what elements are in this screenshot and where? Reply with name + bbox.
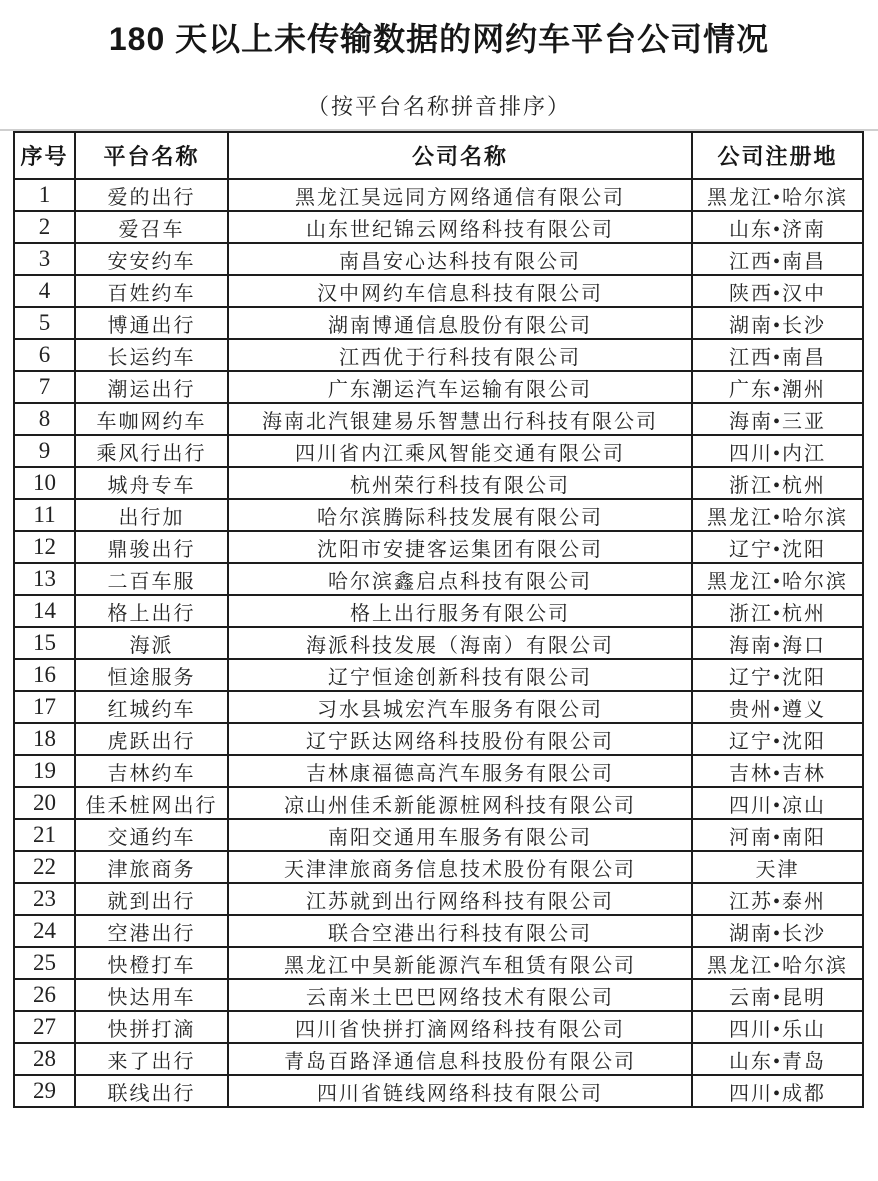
registration-place-cell: 天津 bbox=[692, 851, 863, 883]
table-row bbox=[14, 1043, 863, 1075]
platform-name-cell: 快拼打滴 bbox=[75, 1011, 228, 1043]
company-name-cell: 四川省内江乘风智能交通有限公司 bbox=[228, 435, 692, 467]
company-name-cell: 南昌安心达科技有限公司 bbox=[228, 243, 692, 275]
company-name-cell: 云南米土巴巴网络技术有限公司 bbox=[228, 979, 692, 1011]
platform-name-cell: 城舟专车 bbox=[75, 467, 228, 499]
table-row bbox=[14, 851, 863, 883]
company-name-cell: 黑龙江中昊新能源汽车租赁有限公司 bbox=[228, 947, 692, 979]
platform-name-cell: 爱召车 bbox=[75, 211, 228, 243]
company-name-cell: 海南北汽银建易乐智慧出行科技有限公司 bbox=[228, 403, 692, 435]
serial-number-cell: 3 bbox=[14, 243, 75, 275]
table-body bbox=[14, 179, 863, 1107]
platform-name-cell: 车咖网约车 bbox=[75, 403, 228, 435]
serial-number-cell: 22 bbox=[14, 851, 75, 883]
table-row bbox=[14, 467, 863, 499]
table-row bbox=[14, 1075, 863, 1107]
company-name-cell: 沈阳市安捷客运集团有限公司 bbox=[228, 531, 692, 563]
platform-name-cell: 潮运出行 bbox=[75, 371, 228, 403]
table-row bbox=[14, 755, 863, 787]
table-row bbox=[14, 563, 863, 595]
page-title: 180 天以上未传输数据的网约车平台公司情况 bbox=[108, 21, 770, 57]
company-name-cell: 辽宁恒途创新科技有限公司 bbox=[228, 659, 692, 691]
header-platform-name: 平台名称 bbox=[75, 132, 228, 179]
company-name-cell: 广东潮运汽车运输有限公司 bbox=[228, 371, 692, 403]
header-company-name: 公司名称 bbox=[228, 132, 692, 179]
table-row bbox=[14, 883, 863, 915]
company-name-cell: 南阳交通用车服务有限公司 bbox=[228, 819, 692, 851]
serial-number-cell: 11 bbox=[14, 499, 75, 531]
table-row bbox=[14, 915, 863, 947]
company-name-cell: 辽宁跃达网络科技股份有限公司 bbox=[228, 723, 692, 755]
table-row bbox=[14, 371, 863, 403]
company-name-cell: 江苏就到出行网络科技有限公司 bbox=[228, 883, 692, 915]
table-row bbox=[14, 179, 863, 211]
table-row bbox=[14, 275, 863, 307]
platform-name-cell: 津旅商务 bbox=[75, 851, 228, 883]
table-row bbox=[14, 947, 863, 979]
serial-number-cell: 28 bbox=[14, 1043, 75, 1075]
platform-name-cell: 就到出行 bbox=[75, 883, 228, 915]
table-row bbox=[14, 659, 863, 691]
registration-place-cell: 浙江•杭州 bbox=[692, 467, 863, 499]
platform-name-cell: 出行加 bbox=[75, 499, 228, 531]
company-name-cell: 天津津旅商务信息技术股份有限公司 bbox=[228, 851, 692, 883]
company-name-cell: 格上出行服务有限公司 bbox=[228, 595, 692, 627]
serial-number-cell: 19 bbox=[14, 755, 75, 787]
platform-name-cell: 鼎骏出行 bbox=[75, 531, 228, 563]
platform-name-cell: 二百车服 bbox=[75, 563, 228, 595]
registration-place-cell: 辽宁•沈阳 bbox=[692, 723, 863, 755]
registration-place-cell: 黑龙江•哈尔滨 bbox=[692, 499, 863, 531]
registration-place-cell: 湖南•长沙 bbox=[692, 307, 863, 339]
table-row bbox=[14, 499, 863, 531]
platform-name-cell: 海派 bbox=[75, 627, 228, 659]
platform-name-cell: 安安约车 bbox=[75, 243, 228, 275]
registration-place-cell: 黑龙江•哈尔滨 bbox=[692, 563, 863, 595]
platform-name-cell: 佳禾桩网出行 bbox=[75, 787, 228, 819]
company-name-cell: 四川省快拼打滴网络科技有限公司 bbox=[228, 1011, 692, 1043]
registration-place-cell: 海南•三亚 bbox=[692, 403, 863, 435]
platform-name-cell: 快橙打车 bbox=[75, 947, 228, 979]
serial-number-cell: 8 bbox=[14, 403, 75, 435]
platform-name-cell: 吉林约车 bbox=[75, 755, 228, 787]
header-serial-number: 序号 bbox=[14, 132, 75, 179]
company-name-cell: 黑龙江昊远同方网络通信有限公司 bbox=[228, 179, 692, 211]
serial-number-cell: 7 bbox=[14, 371, 75, 403]
platform-name-cell: 快达用车 bbox=[75, 979, 228, 1011]
registration-place-cell: 海南•海口 bbox=[692, 627, 863, 659]
table-row bbox=[14, 691, 863, 723]
registration-place-cell: 辽宁•沈阳 bbox=[692, 659, 863, 691]
header-registration-place: 公司注册地 bbox=[692, 132, 863, 179]
table-row bbox=[14, 979, 863, 1011]
registration-place-cell: 江西•南昌 bbox=[692, 243, 863, 275]
registration-place-cell: 四川•内江 bbox=[692, 435, 863, 467]
registration-place-cell: 河南•南阳 bbox=[692, 819, 863, 851]
company-name-cell: 海派科技发展（海南）有限公司 bbox=[228, 627, 692, 659]
serial-number-cell: 26 bbox=[14, 979, 75, 1011]
serial-number-cell: 5 bbox=[14, 307, 75, 339]
page-subtitle: （按平台名称拼音排序） bbox=[306, 94, 571, 119]
registration-place-cell: 云南•昆明 bbox=[692, 979, 863, 1011]
platform-name-cell: 乘风行出行 bbox=[75, 435, 228, 467]
table-row bbox=[14, 1011, 863, 1043]
registration-place-cell: 浙江•杭州 bbox=[692, 595, 863, 627]
platform-name-cell: 空港出行 bbox=[75, 915, 228, 947]
platform-name-cell: 格上出行 bbox=[75, 595, 228, 627]
registration-place-cell: 湖南•长沙 bbox=[692, 915, 863, 947]
registration-place-cell: 陕西•汉中 bbox=[692, 275, 863, 307]
serial-number-cell: 24 bbox=[14, 915, 75, 947]
company-name-cell: 凉山州佳禾新能源桩网科技有限公司 bbox=[228, 787, 692, 819]
registration-place-cell: 广东•潮州 bbox=[692, 371, 863, 403]
registration-place-cell: 山东•济南 bbox=[692, 211, 863, 243]
serial-number-cell: 25 bbox=[14, 947, 75, 979]
registration-place-cell: 贵州•遵义 bbox=[692, 691, 863, 723]
table-row bbox=[14, 243, 863, 275]
company-name-cell: 哈尔滨鑫启点科技有限公司 bbox=[228, 563, 692, 595]
serial-number-cell: 6 bbox=[14, 339, 75, 371]
company-name-cell: 杭州荣行科技有限公司 bbox=[228, 467, 692, 499]
registration-place-cell: 四川•乐山 bbox=[692, 1011, 863, 1043]
platform-name-cell: 交通约车 bbox=[75, 819, 228, 851]
table-row bbox=[14, 531, 863, 563]
serial-number-cell: 15 bbox=[14, 627, 75, 659]
platform-name-cell: 来了出行 bbox=[75, 1043, 228, 1075]
company-name-cell: 四川省链线网络科技有限公司 bbox=[228, 1075, 692, 1107]
platform-name-cell: 虎跃出行 bbox=[75, 723, 228, 755]
platform-name-cell: 百姓约车 bbox=[75, 275, 228, 307]
serial-number-cell: 20 bbox=[14, 787, 75, 819]
table-row bbox=[14, 787, 863, 819]
serial-number-cell: 17 bbox=[14, 691, 75, 723]
table-row bbox=[14, 339, 863, 371]
registration-place-cell: 黑龙江•哈尔滨 bbox=[692, 179, 863, 211]
serial-number-cell: 18 bbox=[14, 723, 75, 755]
company-name-cell: 青岛百路泽通信息科技股份有限公司 bbox=[228, 1043, 692, 1075]
serial-number-cell: 23 bbox=[14, 883, 75, 915]
table-row bbox=[14, 211, 863, 243]
platform-name-cell: 爱的出行 bbox=[75, 179, 228, 211]
platform-name-cell: 长运约车 bbox=[75, 339, 228, 371]
registration-place-cell: 四川•成都 bbox=[692, 1075, 863, 1107]
platform-table bbox=[13, 131, 864, 1108]
table-row bbox=[14, 595, 863, 627]
serial-number-cell: 12 bbox=[14, 531, 75, 563]
company-name-cell: 吉林康福德高汽车服务有限公司 bbox=[228, 755, 692, 787]
company-name-cell: 湖南博通信息股份有限公司 bbox=[228, 307, 692, 339]
registration-place-cell: 四川•凉山 bbox=[692, 787, 863, 819]
registration-place-cell: 山东•青岛 bbox=[692, 1043, 863, 1075]
company-name-cell: 联合空港出行科技有限公司 bbox=[228, 915, 692, 947]
company-name-cell: 汉中网约车信息科技有限公司 bbox=[228, 275, 692, 307]
serial-number-cell: 29 bbox=[14, 1075, 75, 1107]
registration-place-cell: 江西•南昌 bbox=[692, 339, 863, 371]
table-row bbox=[14, 627, 863, 659]
registration-place-cell: 黑龙江•哈尔滨 bbox=[692, 947, 863, 979]
platform-name-cell: 联线出行 bbox=[75, 1075, 228, 1107]
serial-number-cell: 13 bbox=[14, 563, 75, 595]
table-row bbox=[14, 435, 863, 467]
table-row bbox=[14, 819, 863, 851]
serial-number-cell: 9 bbox=[14, 435, 75, 467]
serial-number-cell: 21 bbox=[14, 819, 75, 851]
serial-number-cell: 16 bbox=[14, 659, 75, 691]
table-row bbox=[14, 403, 863, 435]
serial-number-cell: 14 bbox=[14, 595, 75, 627]
company-name-cell: 江西优于行科技有限公司 bbox=[228, 339, 692, 371]
registration-place-cell: 辽宁•沈阳 bbox=[692, 531, 863, 563]
serial-number-cell: 2 bbox=[14, 211, 75, 243]
company-name-cell: 山东世纪锦云网络科技有限公司 bbox=[228, 211, 692, 243]
registration-place-cell: 江苏•泰州 bbox=[692, 883, 863, 915]
company-name-cell: 习水县城宏汽车服务有限公司 bbox=[228, 691, 692, 723]
serial-number-cell: 4 bbox=[14, 275, 75, 307]
table-row bbox=[14, 307, 863, 339]
serial-number-cell: 1 bbox=[14, 179, 75, 211]
table-row bbox=[14, 723, 863, 755]
platform-name-cell: 博通出行 bbox=[75, 307, 228, 339]
serial-number-cell: 27 bbox=[14, 1011, 75, 1043]
platform-name-cell: 恒途服务 bbox=[75, 659, 228, 691]
table-header-row bbox=[14, 132, 863, 179]
serial-number-cell: 10 bbox=[14, 467, 75, 499]
platform-name-cell: 红城约车 bbox=[75, 691, 228, 723]
company-name-cell: 哈尔滨腾际科技发展有限公司 bbox=[228, 499, 692, 531]
registration-place-cell: 吉林•吉林 bbox=[692, 755, 863, 787]
